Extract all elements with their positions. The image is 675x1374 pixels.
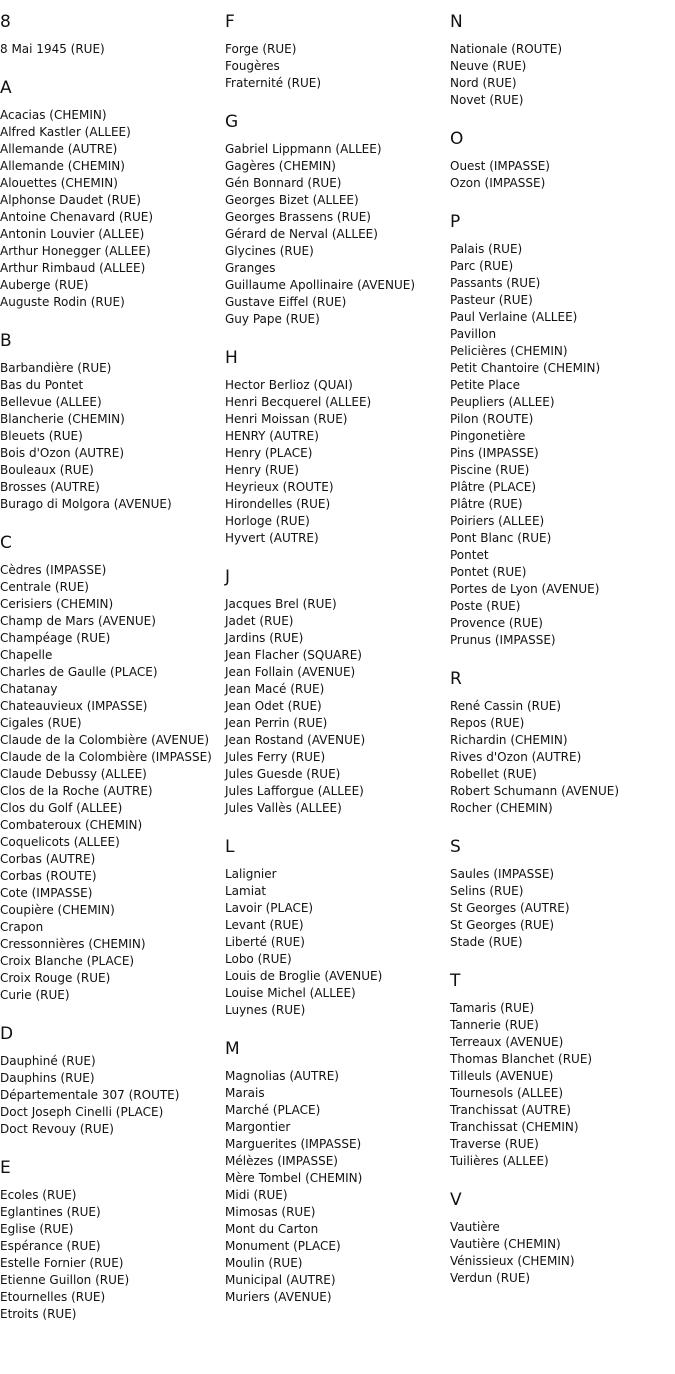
street-entry: Curie (RUE) — [0, 988, 70, 1002]
street-entry: Gagères (CHEMIN) — [225, 159, 336, 173]
street-entry: Hector Berlioz (QUAI) — [225, 378, 353, 392]
street-list — [450, 241, 674, 649]
street-entry: Gustave Eiffel (RUE) — [225, 295, 347, 309]
street-entry: Selins (RUE) — [450, 884, 524, 898]
street-entry: Jacques Brel (RUE) — [225, 597, 337, 611]
street-entry: Fougères — [225, 59, 280, 73]
letter-section — [450, 668, 674, 817]
street-entry: Rives d'Ozon (AUTRE) — [450, 750, 582, 764]
street-entry: Bas du Pontet — [0, 378, 84, 392]
section-letter-heading: D — [0, 1024, 14, 1044]
street-entry: Corbas (AUTRE) — [0, 852, 96, 866]
street-entry: Combateroux (CHEMIN) — [0, 818, 143, 832]
street-entry: Jardins (RUE) — [225, 631, 304, 645]
street-entry: Guy Pape (RUE) — [225, 312, 320, 326]
street-entry: Luynes (RUE) — [225, 1003, 306, 1017]
street-entry: Repos (RUE) — [450, 716, 525, 730]
section-letter-heading: 8 — [0, 12, 11, 32]
street-entry: Centrale (RUE) — [0, 580, 89, 594]
street-entry: Lalignier — [225, 867, 277, 881]
street-entry: Louise Michel (ALLEE) — [225, 986, 356, 1000]
street-entry: Horloge (RUE) — [225, 514, 310, 528]
section-letter-heading: J — [225, 567, 231, 587]
street-entry: Etournelles (RUE) — [0, 1290, 106, 1304]
street-entry: Acacias (CHEMIN) — [0, 108, 107, 122]
street-entry: Allemande (CHEMIN) — [0, 159, 125, 173]
street-entry: Bouleaux (RUE) — [0, 463, 94, 477]
street-entry: Magnolias (AUTRE) — [225, 1069, 339, 1083]
letter-section — [450, 128, 674, 192]
section-letter-heading: N — [450, 12, 463, 32]
street-entry: Crapon — [0, 920, 44, 934]
street-entry: Champ de Mars (AVENUE) — [0, 614, 156, 628]
street-entry: Antonin Louvier (ALLEE) — [0, 227, 145, 241]
letter-section — [225, 11, 449, 92]
street-entry: Plâtre (PLACE) — [450, 480, 537, 494]
street-entry: Henry (RUE) — [225, 463, 299, 477]
street-entry: Pelicières (CHEMIN) — [450, 344, 568, 358]
street-list — [450, 41, 674, 109]
street-entry: Gabriel Lippmann (ALLEE) — [225, 142, 382, 156]
street-entry: Claude de la Colombière (AVENUE) — [0, 733, 210, 747]
street-entry: Cote (IMPASSE) — [0, 886, 93, 900]
street-entry: Auberge (RUE) — [0, 278, 89, 292]
street-entry: Mont du Carton — [225, 1222, 319, 1236]
street-entry: Cerisiers (CHEMIN) — [0, 597, 114, 611]
street-entry: Petite Place — [450, 378, 521, 392]
street-list — [0, 360, 224, 513]
street-entry: Midi (RUE) — [225, 1188, 288, 1202]
letter-section — [450, 211, 674, 649]
street-entry: Ecoles (RUE) — [0, 1188, 77, 1202]
street-entry: Robert Schumann (AVENUE) — [450, 784, 620, 798]
street-entry: Hirondelles (RUE) — [225, 497, 331, 511]
letter-section — [225, 111, 449, 328]
street-index-column-3 — [450, 11, 674, 1287]
letter-section — [450, 11, 674, 109]
section-letter-heading: P — [450, 212, 461, 232]
street-entry: Gérard de Nerval (ALLEE) — [225, 227, 378, 241]
street-entry: Départementale 307 (ROUTE) — [0, 1088, 180, 1102]
street-entry: Saules (IMPASSE) — [450, 867, 555, 881]
street-entry: Glycines (RUE) — [225, 244, 314, 258]
street-entry: Jules Ferry (RUE) — [225, 750, 326, 764]
street-entry: Margontier — [225, 1120, 291, 1134]
street-entry: Plâtre (RUE) — [450, 497, 523, 511]
street-entry: Antoine Chenavard (RUE) — [0, 210, 153, 224]
street-entry: Poiriers (ALLEE) — [450, 514, 545, 528]
street-entry: Novet (RUE) — [450, 93, 524, 107]
street-entry: Dauphins (RUE) — [0, 1071, 95, 1085]
street-list — [450, 158, 674, 192]
street-entry: Claude Debussy (ALLEE) — [0, 767, 147, 781]
street-list — [450, 1219, 674, 1287]
street-entry: Thomas Blanchet (RUE) — [450, 1052, 593, 1066]
street-entry: Dauphiné (RUE) — [0, 1054, 96, 1068]
street-entry: Lobo (RUE) — [225, 952, 292, 966]
street-list — [0, 1053, 224, 1138]
letter-section — [0, 11, 224, 58]
street-list — [225, 141, 449, 328]
street-entry: Brosses (AUTRE) — [0, 480, 100, 494]
street-entry: Eglise (RUE) — [0, 1222, 74, 1236]
street-entry: Pins (IMPASSE) — [450, 446, 539, 460]
street-entry: Vénissieux (CHEMIN) — [450, 1254, 575, 1268]
letter-section — [0, 1023, 224, 1138]
street-entry: Jean Follain (AVENUE) — [225, 665, 356, 679]
street-entry: Jean Odet (RUE) — [225, 699, 322, 713]
street-list — [450, 866, 674, 951]
street-entry: Petit Chantoire (CHEMIN) — [450, 361, 601, 375]
section-letter-heading: F — [225, 12, 235, 32]
section-letter-heading: T — [450, 971, 461, 991]
street-entry: Provence (RUE) — [450, 616, 543, 630]
street-entry: Guillaume Apollinaire (AVENUE) — [225, 278, 416, 292]
street-entry: Alphonse Daudet (RUE) — [0, 193, 141, 207]
street-entry: Muriers (AVENUE) — [225, 1290, 332, 1304]
street-entry: Coquelicots (ALLEE) — [0, 835, 120, 849]
street-entry: Vautière — [450, 1220, 500, 1234]
street-entry: Alouettes (CHEMIN) — [0, 176, 118, 190]
street-entry: Alfred Kastler (ALLEE) — [0, 125, 131, 139]
street-entry: Tamaris (RUE) — [450, 1001, 535, 1015]
street-entry: Burago di Molgora (AVENUE) — [0, 497, 172, 511]
section-letter-heading: H — [225, 348, 238, 368]
letter-section — [225, 1038, 449, 1306]
street-index-column-1 — [0, 11, 224, 1323]
letter-section — [225, 347, 449, 547]
street-entry: Blancherie (CHEMIN) — [0, 412, 125, 426]
street-entry: Croix Blanche (PLACE) — [0, 954, 135, 968]
street-entry: Stade (RUE) — [450, 935, 523, 949]
letter-section — [0, 1157, 224, 1323]
street-entry: Lavoir (PLACE) — [225, 901, 314, 915]
street-entry: Ozon (IMPASSE) — [450, 176, 546, 190]
street-entry: Pavillon — [450, 327, 497, 341]
street-entry: Clos de la Roche (AUTRE) — [0, 784, 153, 798]
section-letter-heading: O — [450, 129, 464, 149]
street-entry: Heyrieux (ROUTE) — [225, 480, 334, 494]
street-list — [225, 596, 449, 817]
street-entry: Chateauvieux (IMPASSE) — [0, 699, 148, 713]
street-entry: René Cassin (RUE) — [450, 699, 562, 713]
street-entry: Doct Revouy (RUE) — [0, 1122, 114, 1136]
street-entry: Jean Macé (RUE) — [225, 682, 325, 696]
street-entry: Estelle Fornier (RUE) — [0, 1256, 124, 1270]
letter-section — [0, 330, 224, 513]
street-entry: Georges Brassens (RUE) — [225, 210, 371, 224]
street-entry: Richardin (CHEMIN) — [450, 733, 568, 747]
street-entry: Arthur Rimbaud (ALLEE) — [0, 261, 146, 275]
street-entry: Rocher (CHEMIN) — [450, 801, 553, 815]
street-entry: Jules Guesde (RUE) — [225, 767, 341, 781]
letter-section — [225, 566, 449, 817]
letter-section — [225, 836, 449, 1019]
street-entry: Corbas (ROUTE) — [0, 869, 97, 883]
street-entry: Pont Blanc (RUE) — [450, 531, 552, 545]
street-entry: Pingonetière — [450, 429, 526, 443]
street-entry: Palais (RUE) — [450, 242, 523, 256]
street-entry: Bellevue (ALLEE) — [0, 395, 102, 409]
street-entry: Vautière (CHEMIN) — [450, 1237, 561, 1251]
street-entry: Piscine (RUE) — [450, 463, 530, 477]
section-letter-heading: V — [450, 1190, 462, 1210]
street-entry: Portes de Lyon (AVENUE) — [450, 582, 600, 596]
street-list — [450, 698, 674, 817]
street-entry: Georges Bizet (ALLEE) — [225, 193, 359, 207]
street-entry: Doct Joseph Cinelli (PLACE) — [0, 1105, 164, 1119]
street-entry: Jean Rostand (AVENUE) — [225, 733, 366, 747]
street-entry: Henri Moissan (RUE) — [225, 412, 348, 426]
street-entry: Nationale (ROUTE) — [450, 42, 563, 56]
section-letter-heading: G — [225, 112, 239, 132]
letter-section — [450, 1189, 674, 1287]
street-entry: Jules Lafforgue (ALLEE) — [225, 784, 364, 798]
letter-section — [450, 970, 674, 1170]
section-letter-heading: M — [225, 1039, 240, 1059]
street-entry: Marguerites (IMPASSE) — [225, 1137, 362, 1151]
street-entry: Chapelle — [0, 648, 53, 662]
street-entry: Etienne Guillon (RUE) — [0, 1273, 130, 1287]
street-entry: Etroits (RUE) — [0, 1307, 77, 1321]
street-entry: Mimosas (RUE) — [225, 1205, 316, 1219]
street-entry: St Georges (RUE) — [450, 918, 555, 932]
street-entry: Louis de Broglie (AVENUE) — [225, 969, 383, 983]
street-entry: Paul Verlaine (ALLEE) — [450, 310, 578, 324]
street-entry: Nord (RUE) — [450, 76, 517, 90]
section-letter-heading: C — [0, 533, 12, 553]
street-entry: Terreaux (AVENUE) — [450, 1035, 564, 1049]
street-entry: 8 Mai 1945 (RUE) — [0, 42, 105, 56]
street-entry: Marché (PLACE) — [225, 1103, 321, 1117]
street-list — [225, 1068, 449, 1306]
street-entry: Marais — [225, 1086, 265, 1100]
street-entry: Pasteur (RUE) — [450, 293, 533, 307]
street-entry: Henry (PLACE) — [225, 446, 313, 460]
street-entry: Verdun (RUE) — [450, 1271, 531, 1285]
street-entry: Croix Rouge (RUE) — [0, 971, 111, 985]
street-entry: Hyvert (AUTRE) — [225, 531, 319, 545]
street-entry: Peupliers (ALLEE) — [450, 395, 555, 409]
street-entry: Auguste Rodin (RUE) — [0, 295, 125, 309]
street-entry: Claude de la Colombière (IMPASSE) — [0, 750, 212, 764]
street-entry: Charles de Gaulle (PLACE) — [0, 665, 158, 679]
street-entry: Traverse (RUE) — [450, 1137, 539, 1151]
letter-section — [450, 836, 674, 951]
letter-section — [0, 77, 224, 311]
street-entry: Jules Vallès (ALLEE) — [225, 801, 342, 815]
street-entry: Clos du Golf (ALLEE) — [0, 801, 123, 815]
street-entry: Cèdres (IMPASSE) — [0, 563, 107, 577]
street-entry: Arthur Honegger (ALLEE) — [0, 244, 151, 258]
street-entry: Liberté (RUE) — [225, 935, 305, 949]
street-list — [225, 41, 449, 92]
street-entry: Cressonnières (CHEMIN) — [0, 937, 146, 951]
street-entry: Tannerie (RUE) — [450, 1018, 539, 1032]
letter-section — [0, 532, 224, 1004]
street-entry: Jean Perrin (RUE) — [225, 716, 328, 730]
street-entry: Fraternité (RUE) — [225, 76, 322, 90]
street-entry: Henri Becquerel (ALLEE) — [225, 395, 372, 409]
street-list — [225, 377, 449, 547]
street-list — [0, 562, 224, 1004]
street-entry: Cigales (RUE) — [0, 716, 82, 730]
street-entry: Mélèzes (IMPASSE) — [225, 1154, 338, 1168]
street-entry: Bleuets (RUE) — [0, 429, 83, 443]
street-entry: Jean Flacher (SQUARE) — [225, 648, 362, 662]
street-entry: Tilleuls (AVENUE) — [450, 1069, 554, 1083]
street-entry: St Georges (AUTRE) — [450, 901, 570, 915]
street-entry: Tuilières (ALLEE) — [450, 1154, 549, 1168]
section-letter-heading: B — [0, 331, 12, 351]
street-entry: Ouest (IMPASSE) — [450, 159, 550, 173]
street-list — [450, 1000, 674, 1170]
street-list — [225, 866, 449, 1019]
street-entry: Tranchissat (AUTRE) — [450, 1103, 571, 1117]
section-letter-heading: S — [450, 837, 461, 857]
street-entry: Pontet — [450, 548, 489, 562]
section-letter-heading: A — [0, 78, 12, 98]
street-entry: Moulin (RUE) — [225, 1256, 303, 1270]
street-list — [0, 107, 224, 311]
street-entry: Coupière (CHEMIN) — [0, 903, 115, 917]
street-entry: Pontet (RUE) — [450, 565, 527, 579]
street-entry: Champéage (RUE) — [0, 631, 111, 645]
street-entry: HENRY (AUTRE) — [225, 429, 319, 443]
street-entry: Allemande (AUTRE) — [0, 142, 118, 156]
street-entry: Lamiat — [225, 884, 267, 898]
street-list — [0, 41, 224, 58]
street-entry: Eglantines (RUE) — [0, 1205, 101, 1219]
section-letter-heading: L — [225, 837, 235, 857]
street-entry: Poste (RUE) — [450, 599, 521, 613]
street-index-column-2 — [225, 11, 449, 1306]
street-entry: Monument (PLACE) — [225, 1239, 341, 1253]
street-entry: Granges — [225, 261, 276, 275]
street-entry: Passants (RUE) — [450, 276, 541, 290]
street-entry: Forge (RUE) — [225, 42, 297, 56]
street-entry: Neuve (RUE) — [450, 59, 527, 73]
street-entry: Robellet (RUE) — [450, 767, 537, 781]
street-entry: Bois d'Ozon (AUTRE) — [0, 446, 125, 460]
street-entry: Barbandière (RUE) — [0, 361, 112, 375]
street-entry: Pilon (ROUTE) — [450, 412, 534, 426]
street-entry: Municipal (AUTRE) — [225, 1273, 336, 1287]
street-entry: Chatanay — [0, 682, 58, 696]
street-entry: Jadet (RUE) — [225, 614, 294, 628]
street-entry: Parc (RUE) — [450, 259, 514, 273]
street-entry: Mère Tombel (CHEMIN) — [225, 1171, 363, 1185]
street-entry: Levant (RUE) — [225, 918, 304, 932]
street-list — [0, 1187, 224, 1323]
section-letter-heading: R — [450, 669, 462, 689]
street-entry: Tournesols (ALLEE) — [450, 1086, 564, 1100]
street-entry: Prunus (IMPASSE) — [450, 633, 556, 647]
street-entry: Espérance (RUE) — [0, 1239, 101, 1253]
street-entry: Gén Bonnard (RUE) — [225, 176, 342, 190]
street-entry: Tranchissat (CHEMIN) — [450, 1120, 579, 1134]
section-letter-heading: E — [0, 1158, 11, 1178]
